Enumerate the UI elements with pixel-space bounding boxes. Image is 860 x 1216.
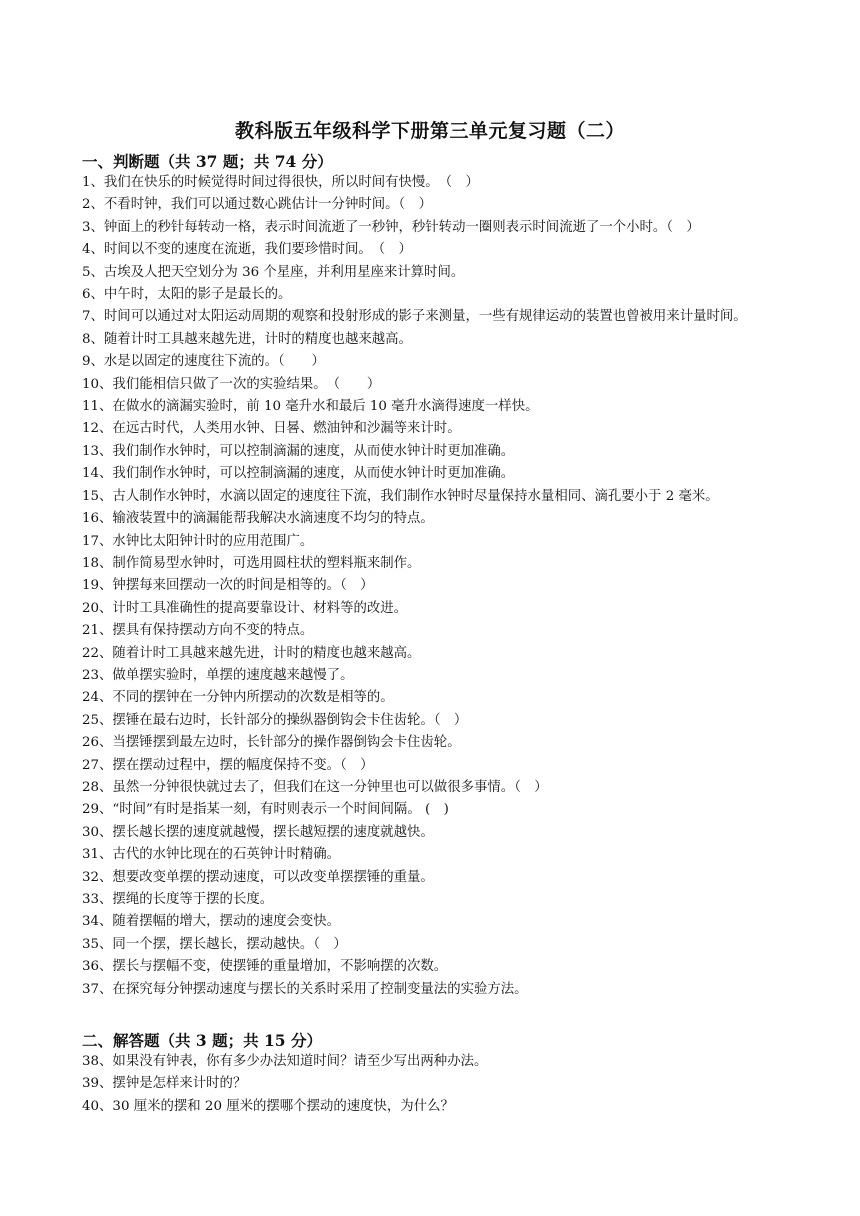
short-answer-question-item: 39、摆钟是怎样来计时的？ (82, 1076, 247, 1092)
true-false-question-item: 15、古人制作水钟时，水滴以固定的速度往下流，我们制作水钟时尽量保持水量相同、滴孔要小于 2 毫米。 (82, 488, 719, 504)
true-false-question-item: 32、想要改变单摆的摆动速度，可以改变单摆摆锤的重量。 (82, 869, 434, 885)
true-false-question-item: 21、摆具有保持摆动方向不变的特点。 (82, 623, 314, 639)
true-false-question-item: 25、摆锤在最右边时，长针部分的操纵器倒钩会卡住齿轮。（ ） (82, 712, 468, 728)
true-false-question-item: 3、钟面上的秒针每转动一格，表示时间流逝了一秒钟，秒针转动一圈则表示时间流逝了一个小时。（ ） (82, 219, 700, 235)
true-false-question-item: 29、“时间”有时是指某一刻，有时则表示一个时间间隔。 ( ) (82, 802, 449, 818)
true-false-question-item: 35、同一个摆，摆长越长，摆动越快。（ ） (82, 936, 347, 952)
true-false-question-item: 12、在远古时代，人类用水钟、日晷、燃油钟和沙漏等来计时。 (82, 421, 461, 437)
true-false-question-item: 34、随着摆幅的增大，摆动的速度会变快。 (82, 914, 341, 930)
true-false-question-item: 33、摆绳的长度等于摆的长度。 (82, 892, 274, 907)
page-title: 教科版五年级科学下册第三单元复习题（二） (234, 120, 625, 142)
true-false-question-item: 30、摆长越长摆的速度就越慢，摆长越短摆的速度就越快。 (82, 824, 434, 840)
short-answer-question-item: 38、如果没有钟表，你有多少办法知道时间？请至少写出两种办法。 (82, 1054, 488, 1069)
true-false-question-item: 36、摆长与摆幅不变，使摆锤的重量增加，不影响摆的次数。 (82, 959, 448, 975)
true-false-question-item: 19、钟摆每来回摆动一次的时间是相等的。（ ） (82, 578, 374, 594)
true-false-question-item: 5、古埃及人把天空划分为 36 个星座，并利用星座来计算时间。 (82, 264, 465, 280)
true-false-question-item: 22、随着计时工具越来越先进，计时的精度也越来越高。 (82, 645, 421, 661)
true-false-question-item: 20、计时工具准确性的提高要靠设计、材料等的改进。 (82, 600, 408, 616)
true-false-question-item: 6、中午时，太阳的影子是最长的。 (82, 287, 292, 303)
true-false-question-item: 37、在探究每分钟摆动速度与摆长的关系时采用了控制变量法的实验方法。 (82, 981, 528, 997)
true-false-question-item: 14、我们制作水钟时，可以控制滴漏的速度，从而使水钟计时更加准确。 (82, 466, 515, 482)
true-false-question-item: 11、在做水的滴漏实验时，前 10 毫升水和最后 10 毫升水滴得速度一样快。 (82, 399, 539, 415)
true-false-question-item: 16、输液装置中的滴漏能帮我解决水滴速度不均匀的特点。 (82, 511, 434, 527)
true-false-question-item: 17、水钟比太阳钟计时的应用范围广。 (82, 533, 314, 549)
true-false-question-list (82, 172, 782, 1001)
true-false-question-item: 4、时间以不变的速度在流逝，我们要珍惜时间。 （ ） (82, 242, 412, 258)
true-false-question-item: 28、虽然一分钟很快就过去了，但我们在这一分钟里也可以做很多事情。（ ） (82, 779, 548, 795)
true-false-question-item: 9、水是以固定的速度往下流的。（ ） (82, 354, 325, 370)
true-false-question-item: 24、不同的摆钟在一分钟内所摆动的次数是相等的。 (82, 690, 394, 706)
true-false-question-item: 27、摆在摆动过程中，摆的幅度保持不变。（ ） (82, 757, 374, 773)
true-false-question-item: 23、做单摆实验时，单摆的速度越来越慢了。 (82, 667, 354, 683)
true-false-question-item: 1、我们在快乐的时候觉得时间过得很快，所以时间有快慢。 （ ） (82, 175, 479, 190)
true-false-question-item: 26、当摆锤摆到最左边时，长针部分的操作器倒钩会卡住齿轮。 (82, 735, 461, 751)
short-answer-question-list (82, 1051, 782, 1118)
true-false-question-item: 7、时间可以通过对太阳运动周期的观察和投射形成的影子来测量，一些有规律运动的装置也曾被用来计量时间。 (82, 309, 747, 325)
true-false-question-item: 8、随着计时工具越来越先进，计时的精度也越来越高。 (82, 331, 412, 347)
section-heading-true-false: 一、判断题（共 37 题；共 74 分） (82, 152, 333, 171)
true-false-question-item: 31、古代的水钟比现在的石英钟计时精确。 (82, 847, 341, 863)
short-answer-question-item: 40、30 厘米的摆和 20 厘米的摆哪个摆动的速度快，为什么？ (82, 1098, 454, 1114)
true-false-question-item: 2、不看时钟，我们可以通过数心跳估计一分钟时间。（ ） (82, 197, 432, 213)
true-false-question-item: 18、制作简易型水钟时，可选用圆柱状的塑料瓶来制作。 (82, 555, 421, 571)
true-false-question-item: 10、我们能相信只做了一次的实验结果。 （ ） (82, 376, 381, 392)
true-false-question-item: 13、我们制作水钟时，可以控制滴漏的速度，从而使水钟计时更加准确。 (82, 443, 515, 459)
section-heading-short-answer: 二、解答题（共 3 题；共 15 分） (82, 1031, 322, 1050)
